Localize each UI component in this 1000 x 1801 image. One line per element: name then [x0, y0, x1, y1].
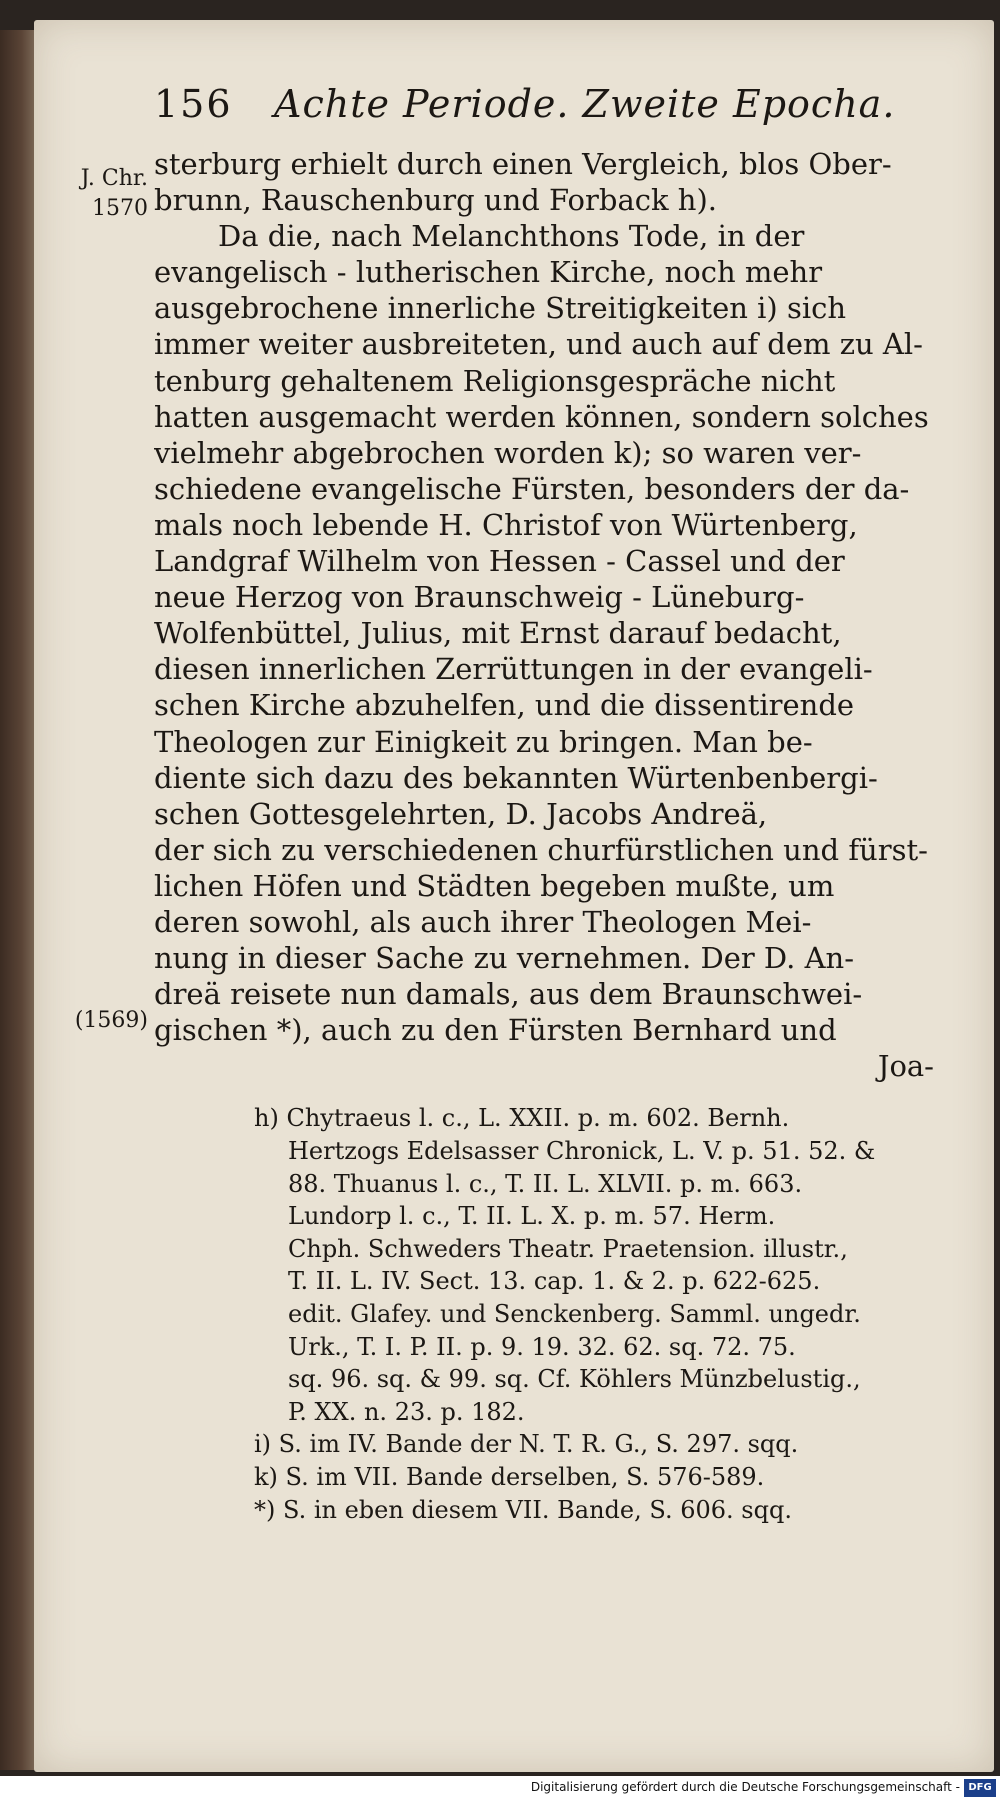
- footnote-line: edit. Glafey. und Senckenberg. Samml. ungedr.: [288, 1300, 861, 1328]
- page-content: [74, 82, 934, 1526]
- margin-label-year: 1570: [92, 196, 148, 221]
- text-line: immer weiter ausbreiteten, und auch auf dem zu Al-: [154, 327, 923, 362]
- margin-label-year-alt: (1569): [74, 1008, 148, 1033]
- text-line: brunn, Rauschenburg und Forback h).: [154, 183, 717, 218]
- text-line: deren sowohl, als auch ihrer Theologen Mei-: [154, 904, 812, 939]
- main-text: [154, 146, 934, 1084]
- book-spine-edge: [0, 30, 36, 1770]
- footnote-line: 88. Thuanus l. c., T. II. L. XLVII. p. m. 663.: [288, 1169, 803, 1198]
- text-line: dreä reisete nun damals, aus dem Braunschwei-: [154, 977, 863, 1012]
- text-line: neue Herzog von Braunschweig - Lüneburg-: [154, 580, 805, 615]
- text-line: hatten ausgemacht werden können, sondern solches: [154, 399, 929, 434]
- text-line: sterburg erhielt durch einen Vergleich, blos Ober-: [154, 147, 892, 181]
- text-line: tenburg gehaltenem Religionsgespräche nicht: [154, 363, 836, 398]
- text-line: evangelisch - lutherischen Kirche, noch mehr: [154, 255, 823, 290]
- text-line: Landgraf Wilhelm von Hessen - Cassel und der: [154, 544, 845, 579]
- text-line: mals noch lebende H. Christof von Würtenberg,: [154, 507, 858, 542]
- footnote-line: sq. 96. sq. & 99. sq. Cf. Köhlers Münzbelustig.,: [288, 1365, 861, 1394]
- running-header: [154, 82, 934, 140]
- margin-label-era: J. Chr.: [80, 166, 148, 191]
- footnotes: [154, 1102, 934, 1526]
- text-line: Da die, nach Melanchthons Tode, in der: [218, 219, 805, 254]
- dfg-logo: DFG: [964, 1779, 996, 1797]
- footnote-line: k) S. im VII. Bande derselben, S. 576-589.: [254, 1462, 765, 1491]
- footnote-line: Urk., T. I. P. II. p. 9. 19. 32. 62. sq. 72. 75.: [288, 1332, 796, 1361]
- text-line: schen Kirche abzuhelfen, und die dissentirende: [154, 688, 855, 723]
- text-line: gischen *), auch zu den Fürsten Bernhard und: [154, 1013, 837, 1048]
- footnote-line: *) S. in eben diesem VII. Bande, S. 606. sqq.: [254, 1495, 792, 1524]
- text-line: diente sich dazu des bekannten Würtenbenbergi-: [154, 760, 878, 795]
- text-line: der sich zu verschiedenen churfürstlichen und fürst-: [154, 832, 928, 867]
- text-line: lichen Höfen und Städten begeben mußte, um: [154, 868, 835, 903]
- text-line: diesen innerlichen Zerrüttungen in der evangeli-: [154, 652, 873, 687]
- text-line: Theologen zur Einigkeit zu bringen. Man be-: [154, 724, 813, 759]
- text-line: nung in dieser Sache zu vernehmen. Der D. An-: [154, 941, 855, 976]
- page-number: 156: [154, 82, 233, 126]
- footnote-line: i) S. im IV. Bande der N. T. R. G., S. 297. sqq.: [254, 1430, 799, 1459]
- text-line: vielmehr abgebrochen worden k); so waren ver-: [154, 435, 862, 470]
- text-line: Wolfenbüttel, Julius, mit Ernst darauf bedacht,: [154, 616, 842, 651]
- footnote-line: h) Chytraeus l. c., L. XXII. p. m. 602. Bernh.: [254, 1104, 790, 1133]
- footnote-line: T. II. L. IV. Sect. 13. cap. 1. & 2. p. 622-625.: [288, 1267, 821, 1296]
- footnote-line: P. XX. n. 23. p. 182.: [288, 1397, 525, 1426]
- footnote-line: Chph. Schweders Theatr. Praetension. illustr.,: [288, 1234, 848, 1263]
- text-line: ausgebrochene innerliche Streitigkeiten i) sich: [154, 291, 847, 326]
- text-line: schiedene evangelische Fürsten, besonders der da-: [154, 471, 910, 506]
- text-line: schen Gottesgelehrten, D. Jacobs Andreä,: [154, 796, 768, 831]
- book-page: [34, 20, 994, 1772]
- running-title: Achte Periode. Zweite Epocha.: [274, 82, 896, 126]
- digitization-footer: [0, 1776, 1000, 1801]
- footnote-line: Lundorp l. c., T. II. L. X. p. m. 57. Herm.: [288, 1202, 776, 1231]
- catchword: Joa-: [877, 1049, 934, 1084]
- funding-credit: Digitalisierung gefördert durch die Deutsche Forschungsgemeinschaft -: [530, 1780, 960, 1794]
- footnote-line: Hertzogs Edelsasser Chronick, L. V. p. 51. 52. &: [288, 1137, 876, 1166]
